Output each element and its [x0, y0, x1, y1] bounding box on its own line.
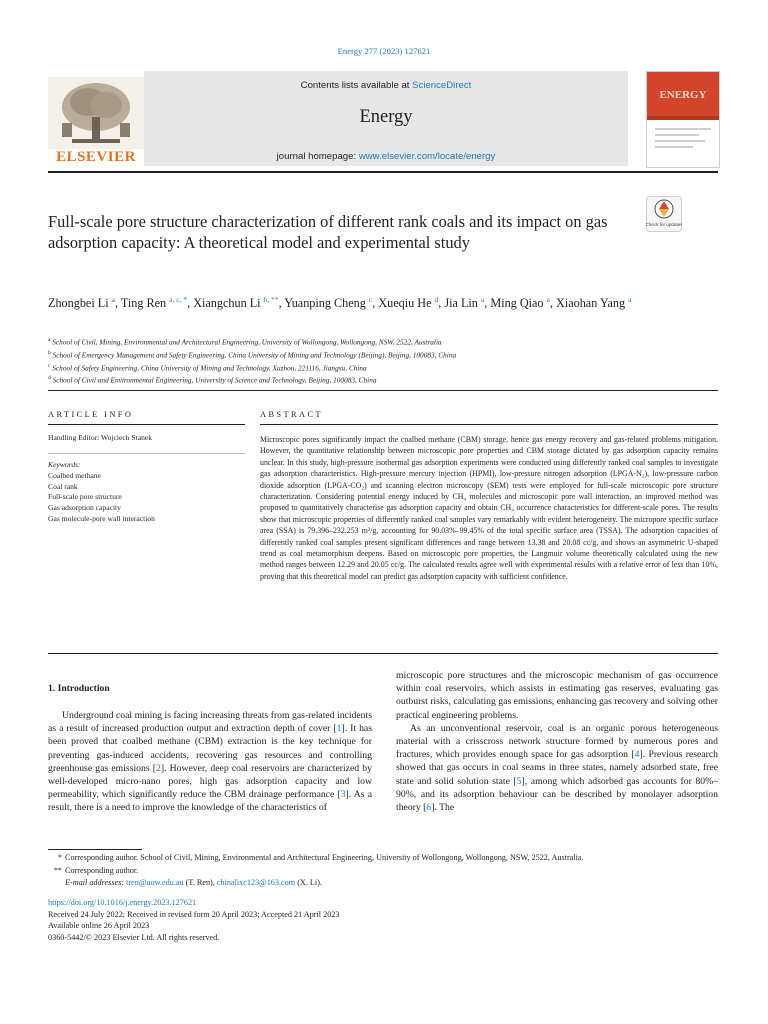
author-affiliation-mark: b, ** — [263, 295, 279, 304]
keyword: Coalbed methane — [48, 471, 101, 480]
article-info-header: ARTICLE INFO — [48, 410, 134, 419]
author-name: Xiaohan Yang — [556, 296, 626, 311]
affiliation-text: School of Safety Engineering, China University of Mining and Technology, Xuzhou, 221116, Jiangsu, China — [52, 363, 367, 373]
body-paragraph — [48, 709, 372, 815]
affiliation — [48, 348, 718, 361]
keyword: Gas molecule-pore wall interaction — [48, 513, 155, 523]
author-affiliation-mark: d — [434, 295, 439, 304]
author-name: Ting Ren — [120, 296, 167, 311]
header-rule — [48, 171, 718, 173]
paragraph-continuation: microscopic pore structures and the microscopic mechanism of gas occurrence within coal reservoirs, which assists in estimating gas reserves, evaluating gas outburst risks, calculating gas emissions, enhancing gas recovery and solving other practical engineering problems. — [396, 670, 718, 721]
cover-title: ENERGY — [659, 89, 707, 101]
keyword: Gas adsorption capacity — [48, 503, 121, 513]
footnote-rule — [48, 849, 142, 850]
homepage-link[interactable]: www.elsevier.com/locate/energy — [358, 151, 496, 162]
author-name: Jia Lin — [444, 296, 478, 311]
section-heading-introduction: 1. Introduction — [48, 683, 110, 694]
footnote-corresponding-2: ** Corresponding author. — [53, 865, 139, 875]
journal-cover-image — [647, 72, 719, 167]
elsevier-logo[interactable] — [48, 77, 144, 166]
affiliation-text: School of Emergency Management and Safety Engineering, China University of Mining and Technology (Beijing), Beijing, 100083, China — [52, 350, 457, 360]
affiliation-rule — [48, 390, 718, 391]
author-list: Zhongbei Li $^a$, Ting Ren $^{a, c, *}$, Xiangchun Li $^{b, **}$, Yuanping Cheng $^c$, Xueqiu He $^d$, Jia Lin $^a$, Ming Qiao $^a$, Xiaohan Yang $^a$ — [48, 295, 632, 311]
author-name: Zhongbei Li — [48, 296, 109, 311]
footnotes — [48, 852, 718, 890]
affiliation-mark: c — [48, 362, 51, 369]
affiliation-mark: a — [48, 337, 51, 343]
affiliation — [48, 373, 718, 386]
copyright: 0360-5442/© 2023 Elsevier Ltd. All rights reserved. — [48, 932, 220, 942]
author-affiliation-mark: c — [368, 295, 373, 304]
journal-info-box — [144, 71, 628, 166]
abstract-rule — [260, 424, 718, 425]
text-run: ]. As a result, there is a need to improve the knowledge of the characteristics of — [48, 789, 372, 814]
author-name: Ming Qiao — [490, 296, 544, 311]
journal-name: Energy — [359, 107, 413, 127]
handling-rule — [48, 453, 245, 454]
check-updates-label: Check for updates — [646, 222, 682, 227]
reference-link[interactable]: 2 — [156, 762, 161, 774]
affiliation-mark: d — [48, 375, 51, 382]
keyword-list — [48, 471, 245, 525]
reference-link[interactable]: 1 — [336, 723, 342, 735]
author-affiliation-mark: a, c, * — [169, 295, 188, 304]
text-run: ]. It has been proved that coalbed methane (CBM) extraction is the key technique for preventing gas-induced accidents, recovering gas resources and controlling greenhouse gas emissions [ — [48, 723, 372, 774]
author[interactable] — [556, 296, 631, 310]
body-column-right — [396, 669, 718, 814]
author[interactable] — [48, 296, 115, 310]
article-info-rule — [48, 424, 245, 425]
text-run: ]. The — [431, 802, 455, 814]
author[interactable] — [284, 296, 372, 310]
footnote-corresponding-1: * Corresponding author. School of Civil, Mining, Environmental and Architectural Engineering, University of Wollongong, Wollongong, NSW, 2522, Australia. — [57, 853, 584, 862]
author[interactable] — [121, 296, 187, 310]
reference-link[interactable]: 5 — [516, 775, 522, 787]
affiliation-list — [48, 335, 718, 386]
affiliation-text: School of Civil, Mining, Environmental and Architectural Engineering, University of Wollongong, Wollongong, NSW, 2522, Australia — [52, 337, 442, 347]
email-link-li[interactable]: chinalixc123@163.com — [216, 878, 296, 888]
abstract-header: ABSTRACT — [260, 410, 323, 419]
body-paragraph — [396, 722, 718, 814]
publisher-name: ELSEVIER — [56, 149, 136, 165]
author[interactable] — [490, 296, 550, 310]
affiliation-mark: b — [48, 349, 51, 356]
footnote-emails: E-mail addresses: tren@uow.edu.au (T. Ren), chinalixc123@163.com (X. Li). — [65, 878, 322, 888]
journal-citation[interactable]: Energy 277 (2023) 127621 — [337, 46, 431, 56]
author-name: Yuanping Cheng — [284, 296, 366, 311]
author-name: Xiangchun Li — [193, 296, 261, 311]
text-run: ]. Previous research showed that gas occurs in coal seams in three states, namely adsorbed state, free state and solid solution state [ — [396, 749, 718, 787]
doi-link[interactable]: https://doi.org/10.1016/j.energy.2023.127621 — [48, 898, 197, 907]
reference-link[interactable]: 3 — [340, 789, 346, 801]
affiliation-text: School of Civil and Environmental Engineering, University of Science and Technology, Beijing, 100083, China — [52, 375, 377, 385]
keywords-label: Keywords: — [48, 460, 81, 469]
author[interactable] — [193, 296, 278, 310]
affiliation — [48, 361, 718, 374]
received-dates: Received 24 July 2022; Received in revised form 20 April 2023; Accepted 21 April 2023 — [48, 909, 340, 919]
author[interactable] — [444, 296, 484, 310]
check-updates-icon — [646, 196, 682, 232]
email-link-ren[interactable]: tren@uow.edu.au — [126, 878, 184, 888]
author-affiliation-mark: a — [628, 295, 632, 304]
keyword: Coal rank — [48, 481, 78, 491]
available-online: Available online 26 April 2023 — [48, 921, 150, 931]
journal-cover[interactable] — [646, 71, 720, 168]
author[interactable] — [378, 296, 438, 310]
author-affiliation-mark: a — [480, 295, 485, 304]
abstract-text: Microscopic pores significantly impact the coalbed methane (CBM) storage, hence gas energy recovery and gas-related problems mitigation. However, the quantitative relationship between microscopic pore properties and CBM storage dictated by gas adsorption capacity remains unclear. In this study, high-pressure isothermal gas adsorption experiments were conducted using differently ranked coal samples to investigate gas adsorption characteristics. High-pressure mercury injection (HPMI), low-pressure nitrogen adsorption (LPGA-N₂), low-pressure carbon dioxide adsorption (LPGA-CO₂) and scanning electron microscopy (SEM) tests were employed for full-scale microscopic pore structure characterization. Considering potential energy induced by CH₄ molecules and microscopic pore wall interaction, an improved method was proposed to quantitatively characterise gas adsorption capacity and obtain CH₄ occurrence characteristics for different-scale pores. The results show that microscopic properties of differently ranked coal samples vary remarkably with evident heterogeneity. The micropore specific surface area (SSA) is 79.396–232.253 m²/g, accounting for 90.03%–99.45% of the total specific surface area (TSSA). The adsorption capacities of differently ranked coal samples present significant differences and range between 13.38 and 20.08 cc/g, and shows an asymmetric U-shaped trend as coal metamorphism deepens. Based on microscopic pore properties, the Langmuir volume theoretically calculated using the new method ranges between 12.29 and 20.05 cc/g. The calculated results agree well with experimental results with a relative error of less than 10%, proving that this theoretical model can predict gas adsorption capacity with sufficient confidence. — [260, 435, 718, 581]
affiliation — [48, 335, 718, 348]
publication-info — [48, 897, 718, 943]
keyword: Full-scale pore structure — [48, 492, 122, 502]
text-run: Underground coal mining is facing increasing threats from gas-related incidents as a result of increased production output and extraction depth of cover [ — [48, 710, 372, 735]
check-for-updates-button[interactable] — [646, 196, 682, 232]
article-title: Full-scale pore structure characterization of different rank coals and its impact on gas adsorption capacity: A theoretical model and experimental study — [48, 212, 608, 253]
journal-banner — [48, 71, 628, 166]
reference-link[interactable]: 4 — [634, 749, 640, 761]
reference-link[interactable]: 6 — [426, 802, 432, 814]
handling-editor: Handling Editor: Wojciech Stanek — [48, 433, 153, 442]
author-affiliation-mark: a — [111, 295, 115, 304]
text-run: As an unconventional reservoir, coal is an organic porous heterogeneous material with a crisscross network structure formed by numerous pores and fractures, which provides enough space for gas adsorption [ — [396, 722, 718, 761]
text-run: ], among which adsorbed gas accounts for 80%–90%, and its adsorption behaviour can be described by monolayer adsorption theory [ — [396, 775, 718, 814]
contents-line: Contents lists available at ScienceDirect — [300, 80, 472, 91]
author-affiliation-mark: a — [546, 295, 550, 304]
sciencedirect-link[interactable]: ScienceDirect — [412, 80, 472, 91]
homepage-line: journal homepage: www.elsevier.com/locate/energy — [276, 151, 496, 162]
body-column-left — [48, 709, 372, 815]
author-name: Xueqiu He — [378, 296, 432, 311]
abstract-bottom-rule — [48, 653, 718, 654]
text-run: ]. However, deep coal reservoirs are characterized by well-developed micro-nano pores, high gas adsorption capacity and low permeability, which significantly reduce the CBM drainage performance [ — [48, 762, 372, 801]
elsevier-tree-icon — [48, 77, 144, 149]
